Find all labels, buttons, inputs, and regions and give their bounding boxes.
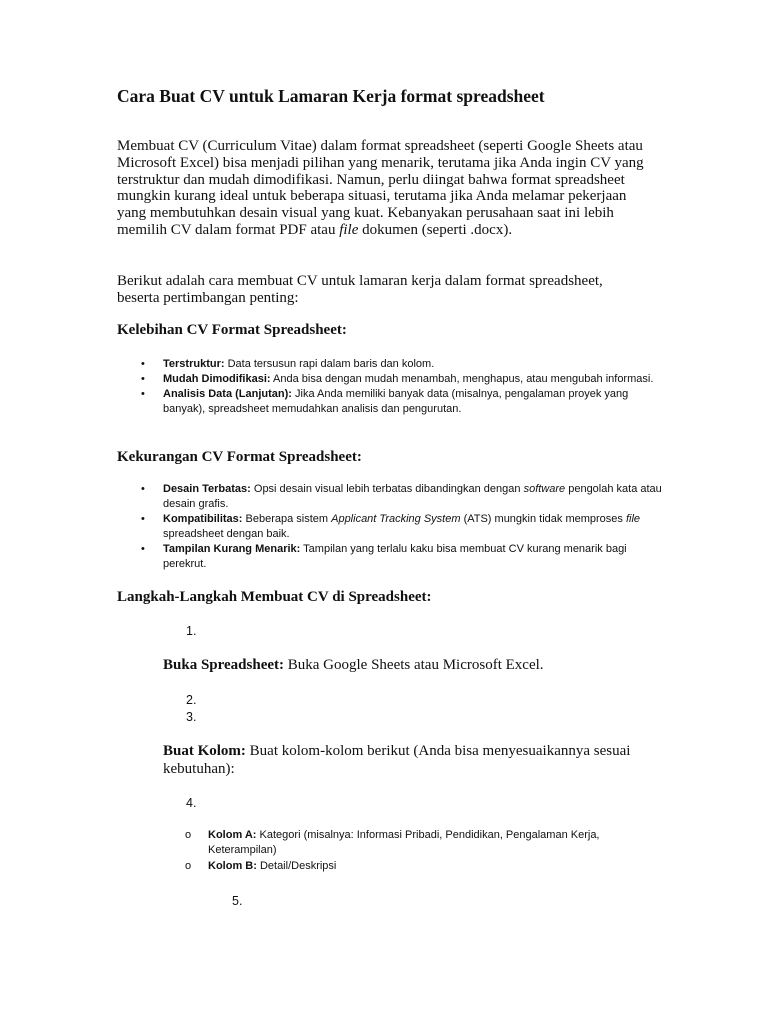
intro-text-end: dokumen (seperti .docx). — [358, 221, 513, 238]
intro-text: Membuat CV (Curriculum Vitae) dalam format spreadsheet (seperti Google Sheets atau Microsoft Excel) bisa menjadi pilihan yang menarik, terutama jika Anda ingin CV yang terstruktur dan mudah dimodifikasi. Namun, perlu diingat bahwa format spreadsheet mungkin kurang ideal untuk beberapa situasi, terutama jika Anda melamar pekerjaan yang membutuhkan desain visual yang kuat. Kebanyakan perusahaan saat ini lebih memilih CV dalam format PDF atau — [117, 138, 644, 238]
disadvantages-list — [117, 482, 662, 572]
bullet-icon: • — [141, 358, 145, 370]
document-title: Cara Buat CV untuk Lamaran Kerja format spreadsheet — [117, 86, 545, 106]
intro-paragraph — [117, 138, 647, 239]
list-item: • Desain Terbatas: Opsi desain visual lebih terbatas dibandingkan dengan software pengolah kata atau desain grafis. — [141, 483, 662, 510]
bullet-icon: • — [141, 513, 145, 525]
bullet-icon: • — [141, 543, 145, 555]
advantages-heading: Kelebihan CV Format Spreadsheet: — [117, 322, 347, 338]
sub-item-kolom-b: o Kolom B: Detail/Deskripsi — [185, 860, 337, 872]
sub-item-kolom-a: o Kolom A: Kategori (misalnya: Informasi Pribadi, Pendidikan, Pengalaman Kerja, Keterampilan) — [185, 829, 600, 856]
advantages-list — [117, 357, 662, 417]
step-number-4: 4. — [186, 796, 197, 810]
bullet-icon: • — [141, 388, 145, 400]
step-number-1: 1. — [186, 624, 197, 638]
lead-paragraph: Berikut adalah cara membuat CV untuk lamaran kerja dalam format spreadsheet, beserta pertimbangan penting: — [117, 273, 603, 306]
step-number-3: 3. — [186, 710, 197, 724]
bullet-icon: • — [141, 373, 145, 385]
step-number-5: 5. — [232, 894, 243, 908]
list-item: • Kompatibilitas: Beberapa sistem Applicant Tracking System (ATS) mungkin tidak memproses file spreadsheet dengan baik. — [141, 513, 641, 540]
disadvantages-heading: Kekurangan CV Format Spreadsheet: — [117, 449, 362, 465]
step-number-2: 2. — [186, 693, 197, 707]
step-1: Buka Spreadsheet: Buka Google Sheets atau Microsoft Excel. — [163, 657, 544, 673]
step-2: Buat Kolom: Buat kolom-kolom berikut (Anda bisa menyesuaikannya sesuai kebutuhan): — [163, 743, 631, 777]
circle-bullet-icon: o — [185, 829, 192, 841]
bullet-icon: • — [141, 483, 145, 495]
circle-bullet-icon: o — [185, 860, 192, 872]
steps-heading: Langkah-Langkah Membuat CV di Spreadsheet: — [117, 589, 432, 605]
list-item: • Mudah Dimodifikasi: Anda bisa dengan mudah menambah, menghapus, atau mengubah informasi. — [141, 373, 654, 385]
list-item: • Analisis Data (Lanjutan): Jika Anda memiliki banyak data (misalnya, pengalaman proyek yang banyak), spreadsheet memudahkan analisis dan pengurutan. — [141, 388, 629, 415]
list-item: • Tampilan Kurang Menarik: Tampilan yang terlalu kaku bisa membuat CV kurang menarik bagi perekrut. — [141, 543, 627, 570]
intro-italic: file — [339, 221, 359, 238]
list-item: • Terstruktur: Data tersusun rapi dalam baris dan kolom. — [141, 358, 435, 370]
